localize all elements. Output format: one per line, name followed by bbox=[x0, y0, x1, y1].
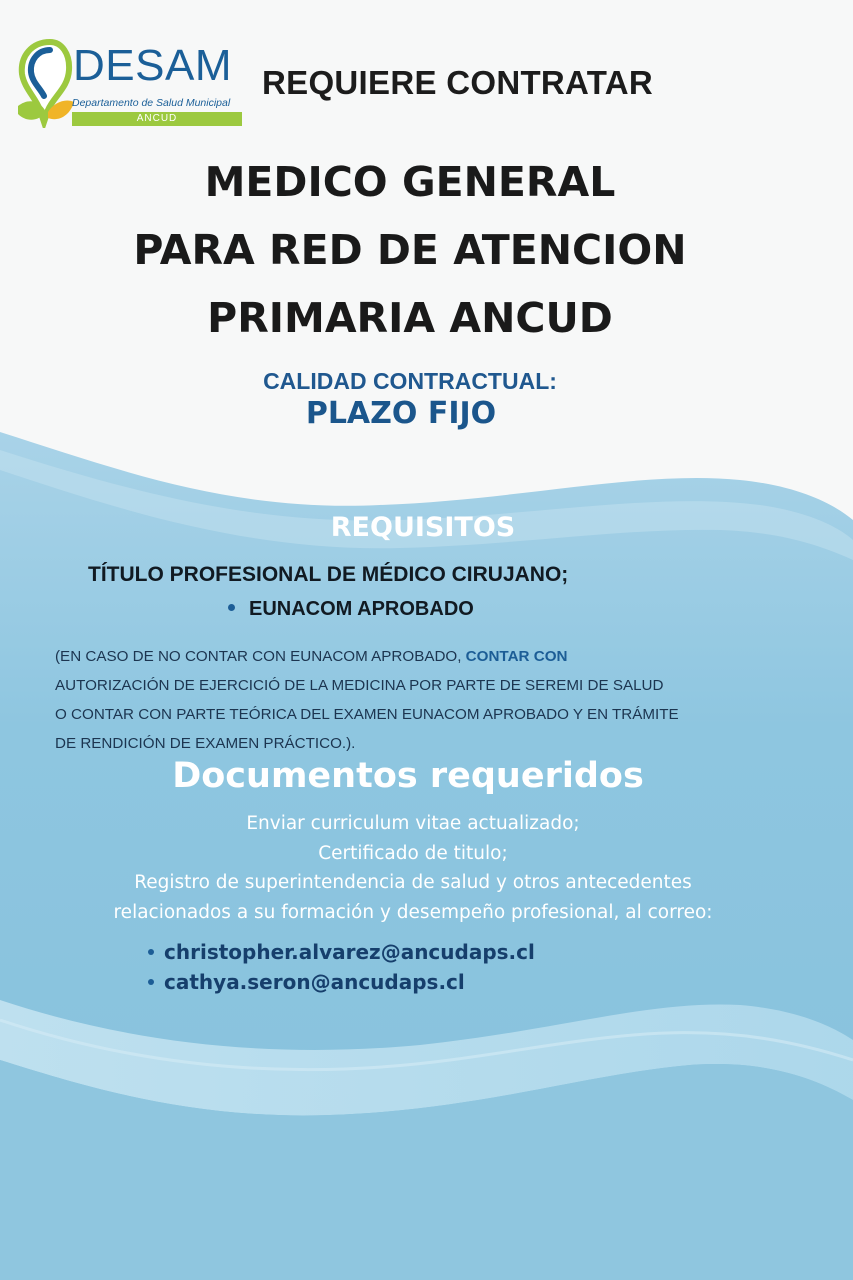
document-line: Certificado de titulo; bbox=[318, 843, 508, 864]
note-line-4: DE RENDICIÓN DE EXAMEN PRÁCTICO.). bbox=[55, 735, 356, 752]
email-item[interactable] bbox=[148, 970, 465, 994]
contract-value: PLAZO FIJO bbox=[305, 396, 497, 431]
document-line: Enviar curriculum vitae actualizado; bbox=[246, 813, 580, 834]
requirement-item: TÍTULO PROFESIONAL DE MÉDICO CIRUJANO; bbox=[88, 563, 569, 586]
email-item[interactable] bbox=[148, 940, 535, 964]
requirement-item-bullet bbox=[228, 598, 474, 621]
requisitos-heading: REQUISITOS bbox=[330, 512, 516, 543]
desam-logo bbox=[14, 36, 244, 128]
email-address[interactable]: christopher.alvarez@ancudaps.cl bbox=[164, 940, 535, 964]
requiere-contratar-heading: REQUIERE CONTRATAR bbox=[262, 64, 654, 101]
requirement-item-label: EUNACOM APROBADO bbox=[249, 598, 474, 620]
note-text: (EN CASO DE NO CONTAR CON EUNACOM APROBADO, bbox=[55, 648, 466, 665]
bullet-icon bbox=[148, 949, 154, 955]
bullet-icon bbox=[148, 979, 154, 985]
requirement-note bbox=[55, 642, 815, 758]
map-pin-logo-icon bbox=[14, 36, 76, 128]
documentos-heading: Documentos requeridos bbox=[172, 756, 644, 796]
logo-subtitle: Departamento de Salud Municipal bbox=[72, 97, 231, 109]
contract-label: CALIDAD CONTRACTUAL: bbox=[263, 368, 557, 394]
note-line-2: AUTORIZACIÓN DE EJERCICIÓ DE LA MEDICINA POR PARTE DE SEREMI DE SALUD bbox=[55, 677, 664, 694]
logo-city-bar: ANCUD bbox=[72, 112, 242, 126]
note-highlight: CONTAR CON bbox=[465, 648, 568, 665]
position-title-line-2: PARA RED DE ATENCION bbox=[133, 226, 687, 274]
position-title-line-1: MEDICO GENERAL bbox=[204, 158, 616, 206]
note-line-1 bbox=[55, 642, 815, 671]
note-line-3: O CONTAR CON PARTE TEÓRICA DEL EXAMEN EUNACOM APROBADO Y EN TRÁMITE bbox=[55, 706, 679, 723]
logo-wordmark: DESAM bbox=[73, 41, 232, 90]
bullet-icon bbox=[228, 604, 235, 611]
position-title-line-3: PRIMARIA ANCUD bbox=[207, 294, 613, 342]
email-address[interactable]: cathya.seron@ancudaps.cl bbox=[164, 970, 465, 994]
document-line: Registro de superintendencia de salud y otros antecedentes bbox=[134, 872, 692, 893]
document-line: relacionados a su formación y desempeño profesional, al correo: bbox=[113, 902, 713, 923]
